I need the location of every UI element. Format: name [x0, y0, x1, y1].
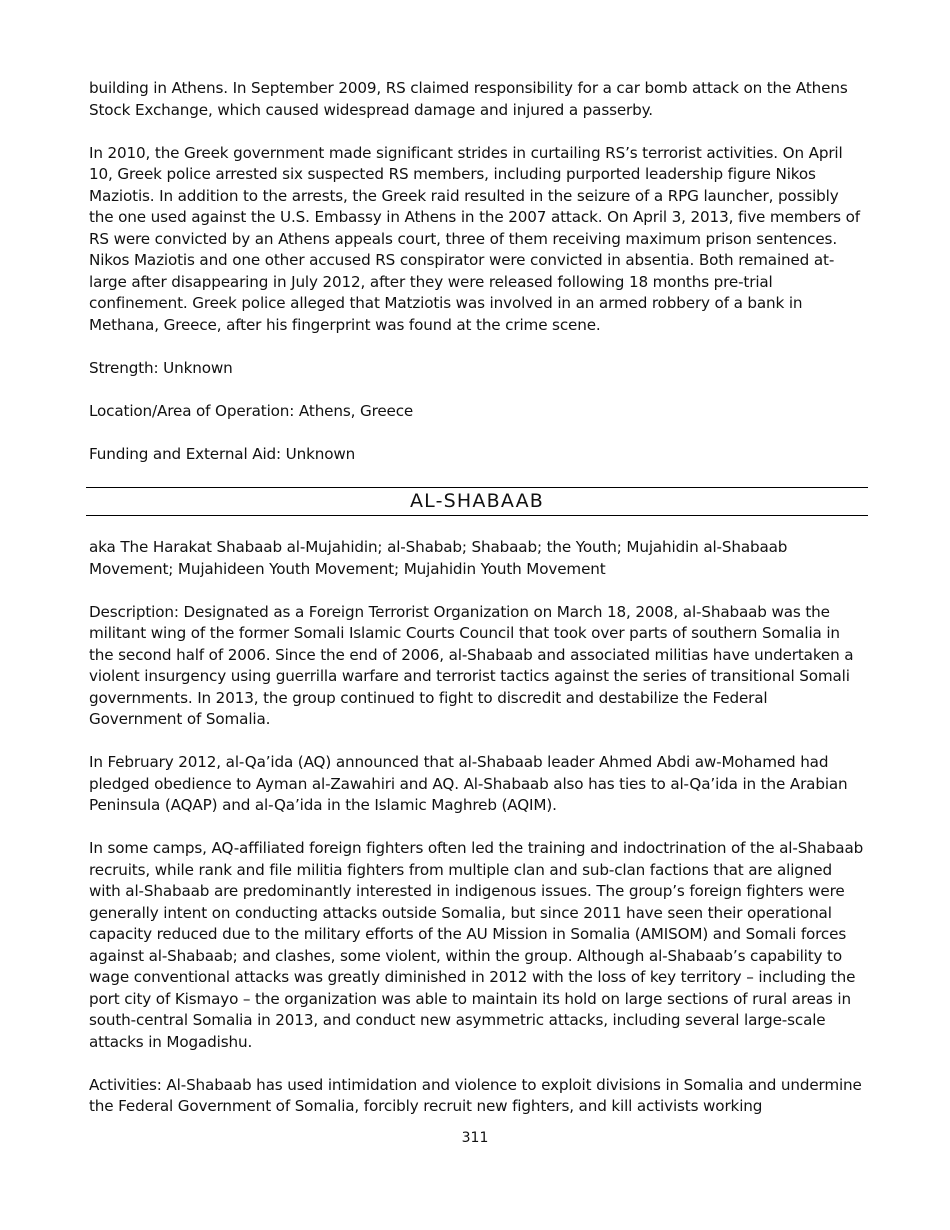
paragraph-activities: Activities: Al-Shabaab has used intimidation and violence to exploit divisions in Somalia and undermine the Federal Government of Somalia, forcibly recruit new fighters, and kill activists working — [89, 1075, 862, 1115]
section-heading-al-shabaab: AL-SHABAAB — [86, 487, 868, 516]
fact-funding: Funding and External Aid: Unknown — [89, 444, 356, 463]
paragraph-rs-2010-arrests: In 2010, the Greek government made significant strides in curtailing RS’s terrorist activities. On April 10, Greek police arrested six suspected RS members, including purported leadership figure Nikos Maziotis. In addition to the arrests, the Greek raid resulted in the seizure of a RPG launcher, possibly the one used against the U.S. Embassy in Athens in the 2007 attack. On April 3, 2013, five members of RS were convicted by an Athens appeals court, three of them receiving maximum prison sentences. Nikos Maziotis and one other accused RS conspirator were convicted in absentia. Both remained at-large after disappearing in July 2012, after they were released following 18 months pre-trial confinement. Greek police alleged that Matziotis was involved in an armed robbery of a bank in Methana, Greece, after his fingerprint was found at the crime scene. — [89, 143, 860, 334]
paragraph-description: Description: Designated as a Foreign Terrorist Organization on March 18, 2008, al-Shabaab was the militant wing of the former Somali Islamic Courts Council that took over parts of southern Somalia in the second half of 2006. Since the end of 2006, al-Shabaab and associated militias have undertaken a violent insurgency using guerrilla warfare and terrorist tactics against the series of transitional Somali governments. In 2013, the group continued to fight to discredit and destabilize the Federal Government of Somalia. — [89, 602, 854, 728]
fact-strength: Strength: Unknown — [89, 358, 233, 377]
paragraph-aq-ties: In February 2012, al-Qa’ida (AQ) announced that al-Shabaab leader Ahmed Abdi aw-Mohamed had pledged obedience to Ayman al-Zawahiri and AQ. Al-Shabaab also has ties to al-Qa’ida in the Arabian Peninsula (AQAP) and al-Qa’ida in the Islamic Maghreb (AQIM). — [89, 753, 848, 814]
paragraph-foreign-fighters: In some camps, AQ-affiliated foreign fighters often led the training and indoctrination of the al-Shabaab recruits, while rank and file militia fighters from multiple clan and sub-clan factions that are aligned with al-Shabaab are predominantly interested in indigenous issues. The group’s foreign fighters were generally intent on conducting attacks outside Somalia, but since 2011 have seen their operational capacity reduced due to the military efforts of the AU Mission in Somalia (AMISOM) and Somali forces against al-Shabaab; and clashes, some violent, within the group. Although al-Shabaab’s capability to wage conventional attacks was greatly diminished in 2012 with the loss of key territory – including the port city of Kismayo – the organization was able to maintain its hold on large sections of rural areas in south-central Somalia in 2013, and conduct new asymmetric attacks, including several large-scale attacks in Mogadishu. — [89, 839, 864, 1051]
paragraph-rs-athens-attacks: building in Athens. In September 2009, RS claimed responsibility for a car bomb attack on the Athens Stock Exchange, which caused widespread damage and injured a passerby. — [89, 79, 848, 119]
fact-location: Location/Area of Operation: Athens, Greece — [89, 401, 414, 420]
page-number: 311 — [461, 1130, 489, 1146]
paragraph-aka: aka The Harakat Shabaab al-Mujahidin; al-Shabab; Shabaab; the Youth; Mujahidin al-Shabaab Movement; Mujahideen Youth Movement; Mujahidin Youth Movement — [89, 538, 788, 578]
document-page — [89, 78, 865, 1139]
